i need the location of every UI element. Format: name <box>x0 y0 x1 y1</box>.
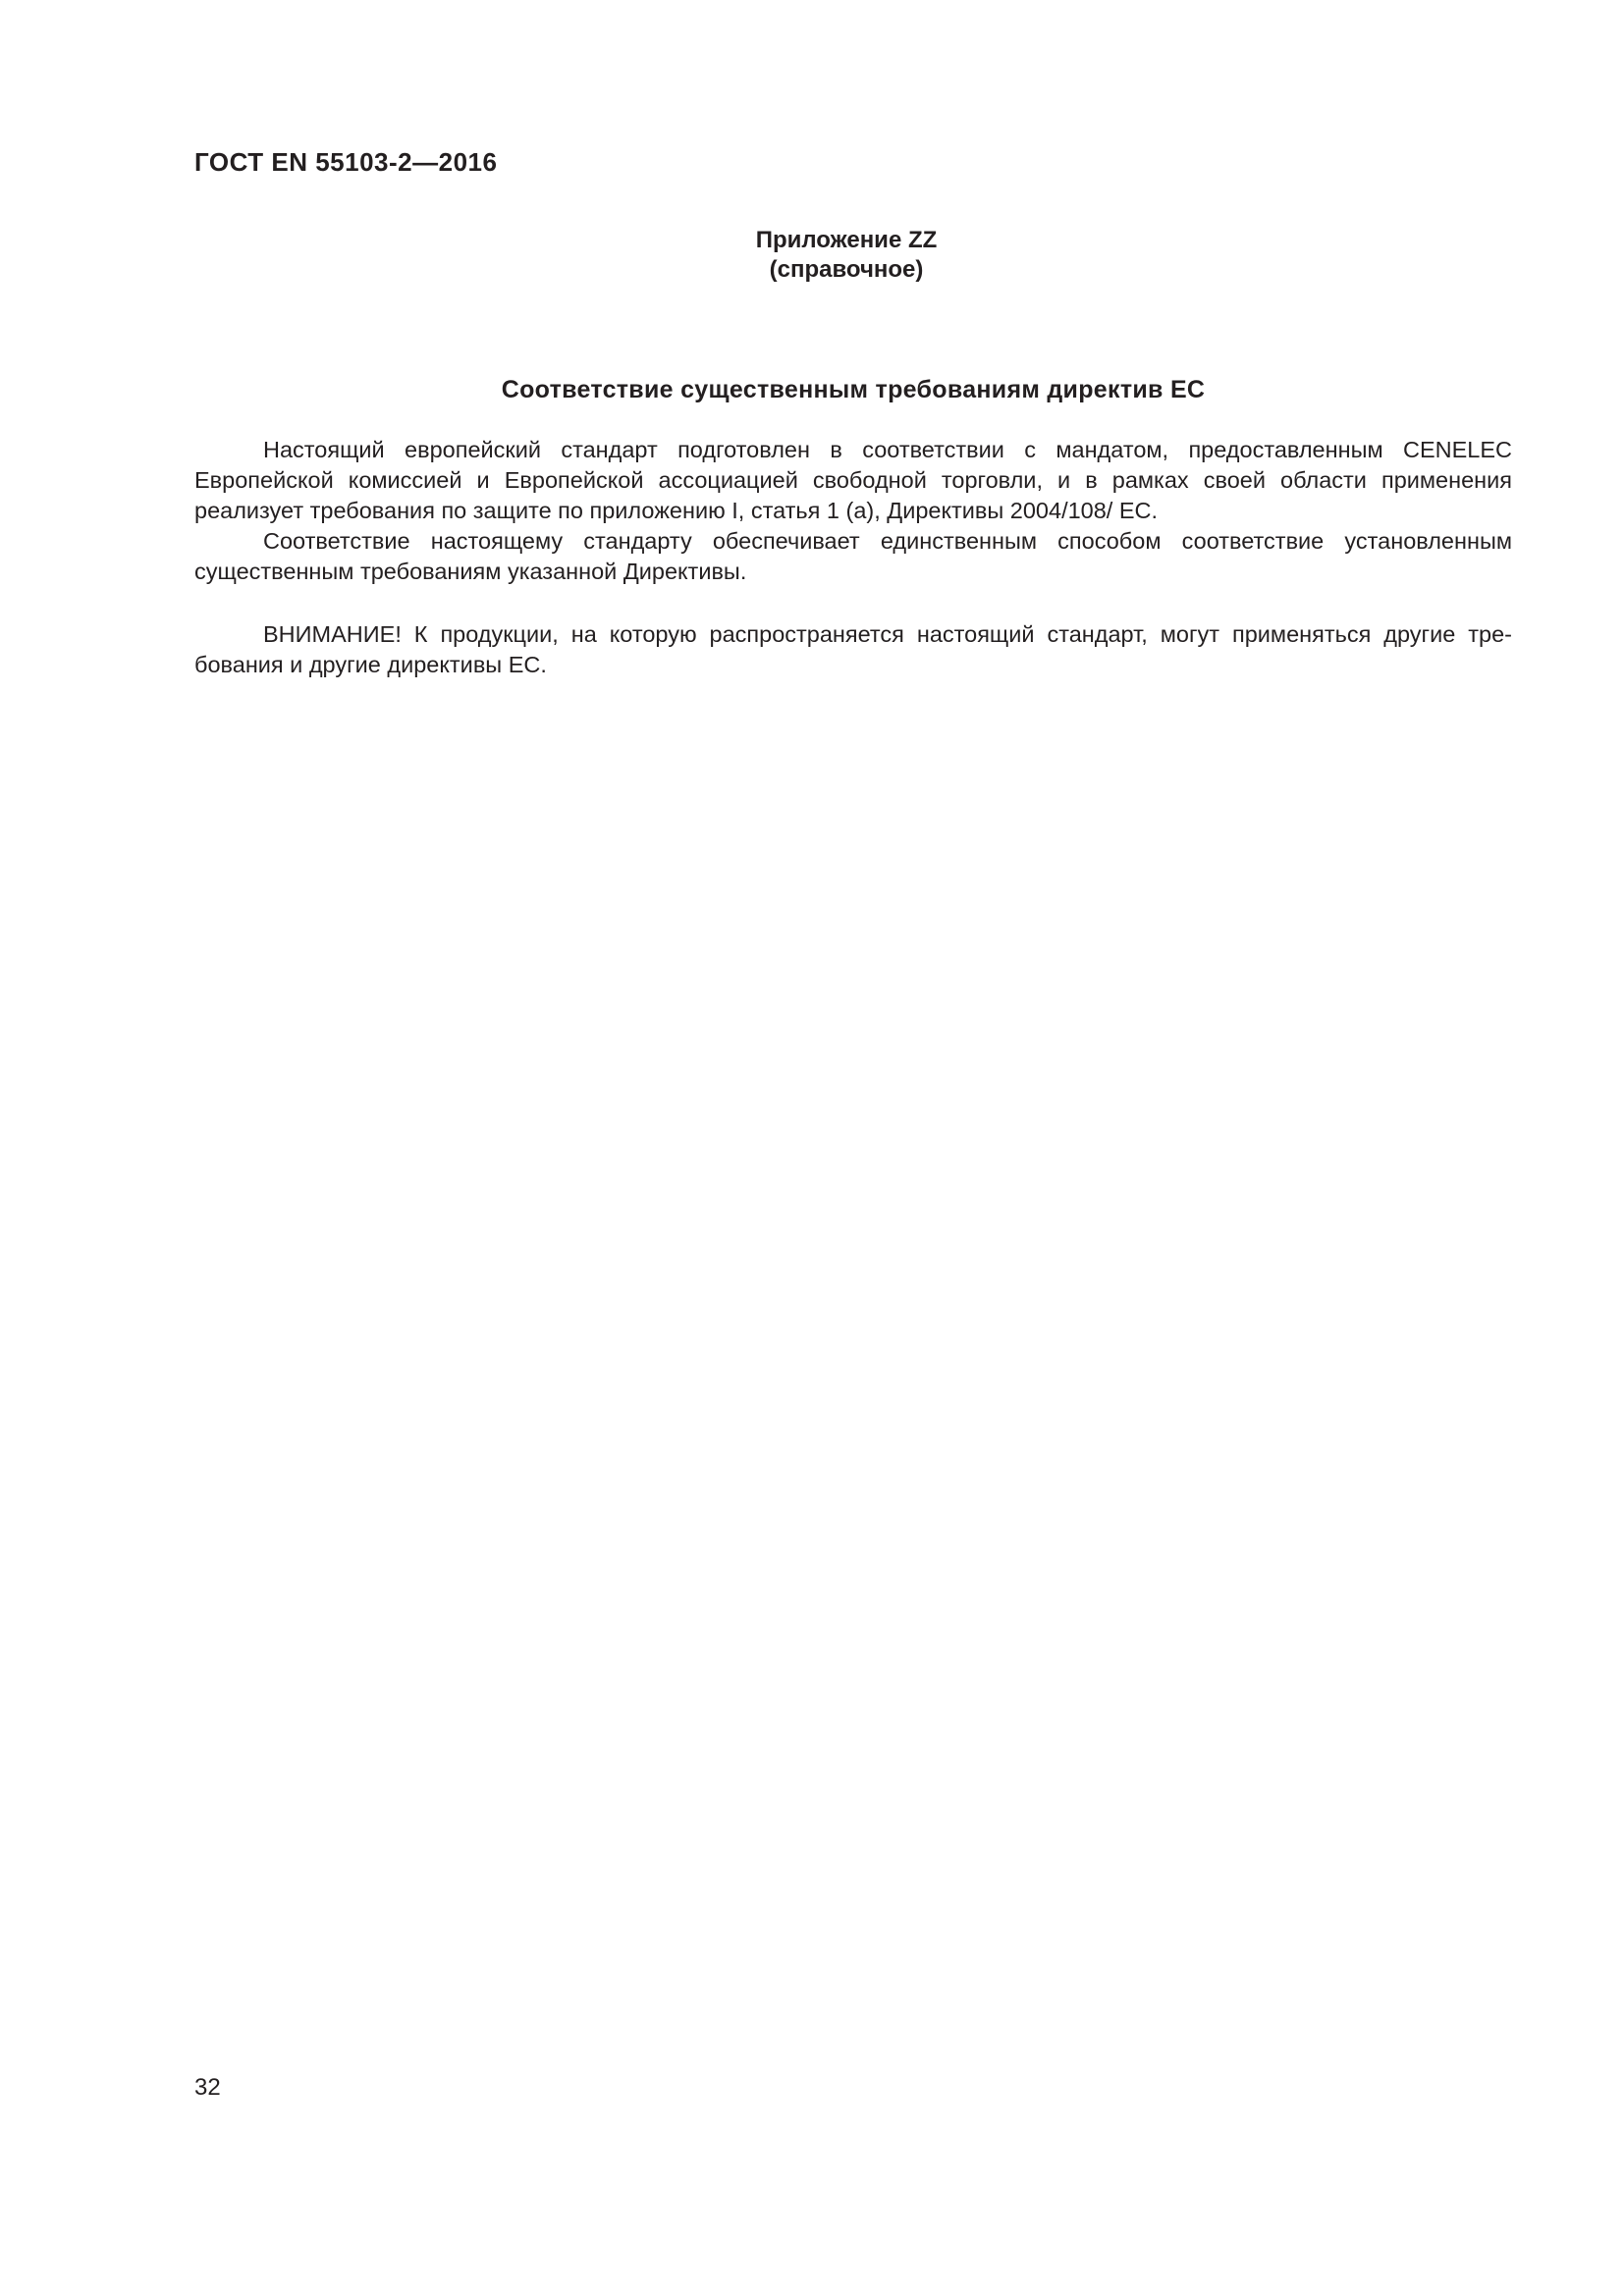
body-text <box>194 435 1512 680</box>
annex-heading <box>0 226 1624 285</box>
paragraph-mandate: Настоящий европейский стандарт подготовлен в соответствии с мандатом, предоставленным CENELEC Европейской комиссией и Европейской ассоциацией свободной торговли, и в рамках своей области применения реализует требования по защите по приложению I, статья 1 (a), Директивы 2004/108/ ЕС. <box>194 437 1512 523</box>
annex-status: (справочное) <box>769 256 924 283</box>
document-code-header: ГОСТ EN 55103-2—2016 <box>194 147 498 177</box>
annex-title: Приложение ZZ <box>755 227 938 253</box>
paragraph-gap <box>194 587 1512 619</box>
page-number: 32 <box>194 2074 221 2101</box>
paragraph-conformity: Соответствие настоящему стандарту обеспечивает единственным способом соответствие установленным существенным требованиям указанной Директивы. <box>194 528 1512 584</box>
section-title: Соответствие существенным требованиям директив ЕС <box>501 376 1206 403</box>
paragraph-warning: ВНИМАНИЕ! К продукции, на которую распространяется настоящий стандарт, могут применяться другие тре-бования и другие директивы ЕС. <box>194 621 1512 677</box>
